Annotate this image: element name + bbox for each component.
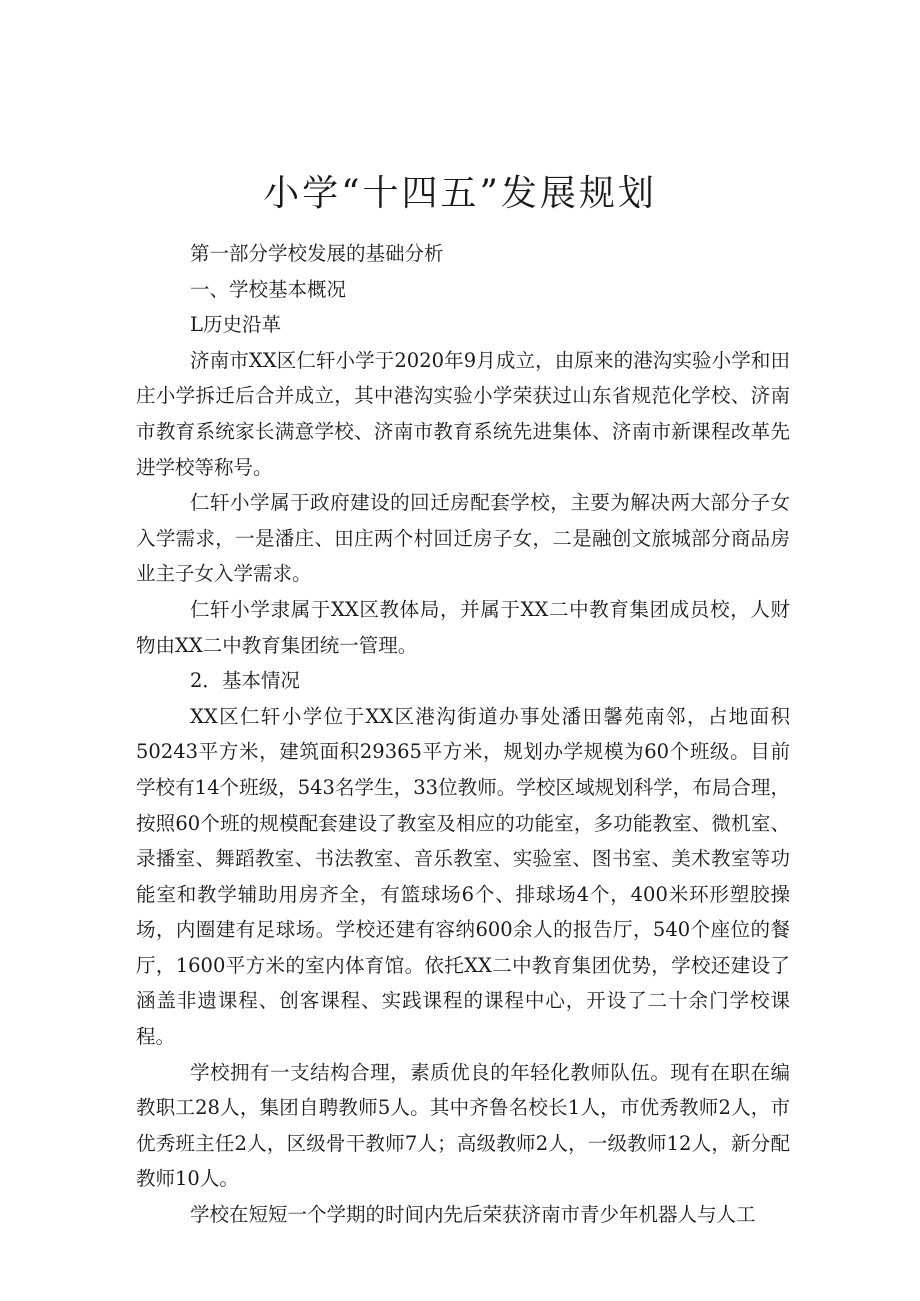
section-heading: 一、学校基本概况 (190, 277, 347, 301)
paragraph-affiliation: 仁轩小学隶属于XX区教体局，并属于XX二中教育集团成员校，人财物由XX二中教育集团统一管理。 (136, 597, 790, 657)
paragraph-honors: 学校在短短一个学期的时间内先后荣获济南市青少年机器人与人工 (190, 1203, 756, 1227)
paragraph-history: 济南市XX区仁轩小学于2020年9月成立，由原来的港沟实验小学和田庄小学拆迁后合并成立，其中港沟实验小学荣获过山东省规范化学校、济南市教育系统家长满意学校、济南市教育系统先进集体、济南市新课程改革先进学校等称号。 (136, 348, 790, 479)
document-body (136, 236, 790, 1233)
paragraph-teachers: 学校拥有一支结构合理，素质优良的年轻化教师队伍。现有在职在编教职工28人，集团自聘教师5人。其中齐鲁名校长1人，市优秀教师2人，市优秀班主任2人，区级骨干教师7人；高级教师2人，一级教师12人，新分配教师10人。 (136, 1060, 790, 1191)
subsection-heading-basic-info: 2．基本情况 (190, 669, 300, 693)
part-heading: 第一部分学校发展的基础分析 (190, 242, 444, 265)
paragraph-school-type: 仁轩小学属于政府建设的回迁房配套学校，主要为解决两大部分子女入学需求，一是潘庄、田庄两个村回迁房子女，二是融创文旅城部分商品房业主子女入学需求。 (136, 491, 790, 586)
paragraph-facilities: XX区仁轩小学位于XX区港沟街道办事处潘田馨苑南邻，占地面积50243平方米，建筑面积29365平方米，规划办学规模为60个班级。目前学校有14个班级，543名学生，33位教师。学校区域规划科学，布局合理，按照60个班的规模配套建设了教室及相应的功能室，多功能教室、微机室、录播室、舞蹈教室、书法教室、音乐教室、实验室、图书室、美术教室等功能室和教学辅助用房齐全，有篮球场6个、排球场4个，400米环形塑胶操场，内圈建有足球场。学校还建有容纳600余人的报告厅，540个座位的餐厅，1600平方米的室内体育馆。依托XX二中教育集团优势，学校还建设了涵盖非遗课程、创客课程、实践课程的课程中心，开设了二十余门学校课程。 (136, 704, 790, 1049)
document-title: 小学“十四五”发展规划 (263, 173, 657, 214)
subsection-heading-history: L历史沿革 (190, 313, 281, 337)
